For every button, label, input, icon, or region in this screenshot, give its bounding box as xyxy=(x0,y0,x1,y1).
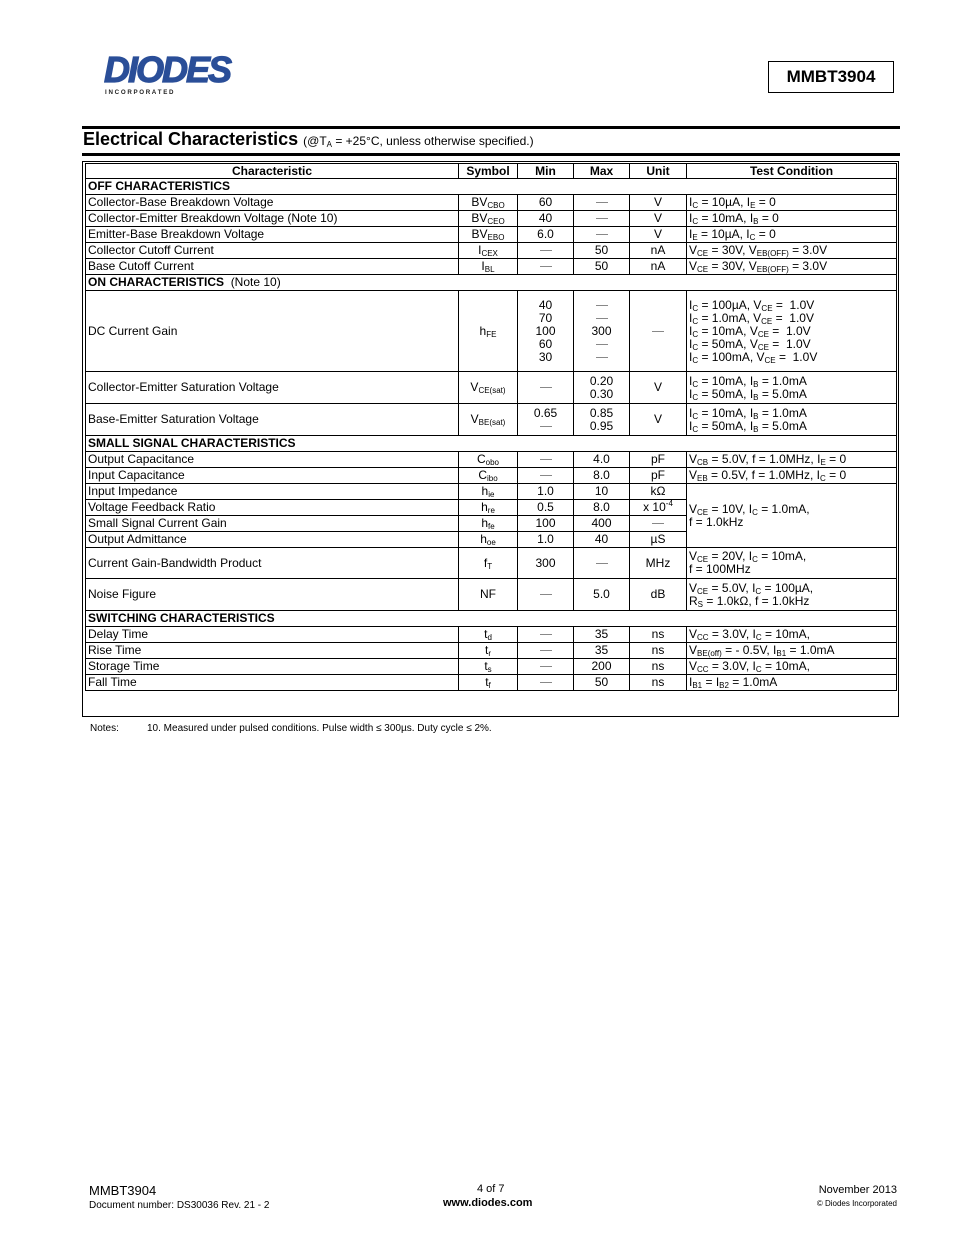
symbol: NF xyxy=(459,579,518,611)
max-value: 0.20 0.30 xyxy=(574,372,630,404)
unit: MHz xyxy=(630,548,687,579)
test-condition: $I_{B1} = I_{B2} = 1.0mA$ xyxy=(687,675,897,691)
part-number-box: MMBT3904 xyxy=(768,61,894,93)
test-condition: $V_{BE(off)}$ = - 0.5V, $I_{B1} = 1.0mA$ xyxy=(687,643,897,659)
unit: V xyxy=(630,211,687,227)
test-condition: $V_{CC} = 3.0V$, $I_C = 10mA$, xyxy=(687,627,897,643)
unit: pF xyxy=(630,452,687,468)
electrical-characteristics-table xyxy=(85,163,897,691)
unit: pF xyxy=(630,468,687,484)
table-row xyxy=(86,579,897,611)
table-header-row xyxy=(86,164,897,179)
max-value: 8.0 xyxy=(574,500,630,516)
max-value xyxy=(574,211,630,227)
min-value: 0.65 xyxy=(518,404,574,436)
characteristic-name: Voltage Feedback Ratio xyxy=(86,500,459,516)
table-row xyxy=(86,548,897,579)
min-value xyxy=(518,643,574,659)
characteristic-name: Input Capacitance xyxy=(86,468,459,484)
footer-page: 4 of 7 xyxy=(477,1183,505,1195)
table-row xyxy=(86,452,897,468)
section-row-switching xyxy=(86,611,897,627)
symbol: $h_{ie}$ xyxy=(459,484,518,500)
col-header-characteristic: Characteristic xyxy=(86,164,459,179)
section-label: ON CHARACTERISTICS xyxy=(88,275,225,289)
min-value: 6.0 xyxy=(518,227,574,243)
test-condition: $V_{CE} = 10V$, $I_C = 1.0mA$, f = 1.0kHz xyxy=(687,484,897,548)
characteristic-name: Rise Time xyxy=(86,643,459,659)
test-condition: $I_C = 10mA$, $I_B = 1.0mA$ $I_C = 50mA$, $I_B = 5.0mA$ xyxy=(687,372,897,404)
min-value xyxy=(518,675,574,691)
characteristic-name: Noise Figure xyxy=(86,579,459,611)
notes-label: Notes: xyxy=(90,723,119,734)
characteristic-name: Emitter-Base Breakdown Voltage xyxy=(86,227,459,243)
characteristic-name: DC Current Gain xyxy=(86,291,459,372)
unit: nA xyxy=(630,243,687,259)
characteristic-name: Delay Time xyxy=(86,627,459,643)
table-row xyxy=(86,195,897,211)
characteristic-name: Collector-Emitter Breakdown Voltage (Note 10) xyxy=(86,211,459,227)
diodes-logo xyxy=(104,52,269,98)
characteristic-name: Output Capacitance xyxy=(86,452,459,468)
test-condition: $I_C = 10mA$, $I_B = 0$ xyxy=(687,211,897,227)
symbol: $h_{oe}$ xyxy=(459,532,518,548)
characteristic-name: Base-Emitter Saturation Voltage xyxy=(86,404,459,436)
min-value xyxy=(518,627,574,643)
table-row xyxy=(86,675,897,691)
symbol: $V_{BE(sat)}$ xyxy=(459,404,518,436)
max-value: 0.85 0.95 xyxy=(574,404,630,436)
max-value: 5.0 xyxy=(574,579,630,611)
section-row-small-signal xyxy=(86,436,897,452)
section-title-text: Electrical Characteristics xyxy=(83,129,299,149)
max-value xyxy=(574,548,630,579)
min-value xyxy=(518,259,574,275)
test-condition: $I_C = 10mA$, $I_B = 1.0mA$ $I_C = 50mA$, $I_B = 5.0mA$ xyxy=(687,404,897,436)
table-row xyxy=(86,659,897,675)
symbol: $h_{re}$ xyxy=(459,500,518,516)
test-condition: $V_{CC} = 3.0V$, $I_C = 10mA$, xyxy=(687,659,897,675)
unit: V xyxy=(630,227,687,243)
unit: ns xyxy=(630,643,687,659)
logo-wordmark: DIODES xyxy=(104,52,231,90)
characteristic-name: Storage Time xyxy=(86,659,459,675)
table-row xyxy=(86,643,897,659)
test-condition: $V_{CE} = 20V$, $I_C = 10mA$, f = 100MHz xyxy=(687,548,897,579)
max-value xyxy=(574,227,630,243)
unit: V xyxy=(630,404,687,436)
unit: kΩ xyxy=(630,484,687,500)
table-row xyxy=(86,627,897,643)
col-header-unit: Unit xyxy=(630,164,687,179)
symbol: $h_{FE}$ xyxy=(459,291,518,372)
characteristic-name: Fall Time xyxy=(86,675,459,691)
unit: V xyxy=(630,372,687,404)
table-row xyxy=(86,211,897,227)
symbol: $C_{ibo}$ xyxy=(459,468,518,484)
symbol: $V_{CE(sat)}$ xyxy=(459,372,518,404)
unit: ns xyxy=(630,627,687,643)
footer-part: MMBT3904 xyxy=(89,1183,157,1198)
test-condition: $I_C = 100\mu A$, $V_{CE} = 1.0V$ $I_C = 1.0mA$, $V_{CE} = 1.0V$ $I_C = 10mA$, $V_{CE} = 1.0V$ $I_C = 50mA$, $V_{CE} = 1.0V$ $I_C = 100mA$, $V_{CE} = 1.0V$ xyxy=(687,291,897,372)
symbol: $h_{fe}$ xyxy=(459,516,518,532)
col-header-max: Max xyxy=(574,164,630,179)
symbol: $BV_{CEO}$ xyxy=(459,211,518,227)
max-value: 4.0 xyxy=(574,452,630,468)
test-condition: $V_{CE} = 5.0V$, $I_C = 100\mu A$, $R_S = 1.0k\Omega$, f = 1.0kHz xyxy=(687,579,897,611)
table-row xyxy=(86,291,897,372)
section-row-on xyxy=(86,275,897,291)
symbol: $I_{CEX}$ xyxy=(459,243,518,259)
max-value: 50 xyxy=(574,259,630,275)
min-value: 40 xyxy=(518,211,574,227)
test-condition: $V_{CB} = 5.0V$, f = 1.0MHz, $I_E = 0$ xyxy=(687,452,897,468)
characteristic-name: Input Impedance xyxy=(86,484,459,500)
section-label: OFF CHARACTERISTICS xyxy=(86,179,897,195)
table-row xyxy=(86,227,897,243)
min-value xyxy=(518,468,574,484)
test-condition: $V_{EB} = 0.5V$, f = 1.0MHz, $I_C = 0$ xyxy=(687,468,897,484)
characteristic-name: Base Cutoff Current xyxy=(86,259,459,275)
min-value xyxy=(518,243,574,259)
max-value: 35 xyxy=(574,627,630,643)
note-10: 10. Measured under pulsed conditions. Pulse width ≤ 300µs. Duty cycle ≤ 2%. xyxy=(147,723,492,734)
table-row xyxy=(86,404,897,436)
min-value: 40 70 100 60 30 xyxy=(518,291,574,372)
unit: ns xyxy=(630,659,687,675)
unit: V xyxy=(630,195,687,211)
unit: nA xyxy=(630,259,687,275)
section-row-off xyxy=(86,179,897,195)
table-row xyxy=(86,484,897,500)
footer-copyright: © Diodes Incorporated xyxy=(816,1199,897,1208)
test-condition: $I_E = 10\mu A$, $I_C = 0$ xyxy=(687,227,897,243)
section-label: SWITCHING CHARACTERISTICS xyxy=(86,611,897,627)
max-value: 50 xyxy=(574,675,630,691)
test-condition: $V_{CE} = 30V$, $V_{EB(OFF)} = 3.0V$ xyxy=(687,259,897,275)
max-value: 400 xyxy=(574,516,630,532)
max-value: 200 xyxy=(574,659,630,675)
characteristic-name: Collector-Base Breakdown Voltage xyxy=(86,195,459,211)
min-value xyxy=(518,659,574,675)
characteristic-name: Small Signal Current Gain xyxy=(86,516,459,532)
symbol: $t_f$ xyxy=(459,675,518,691)
min-value xyxy=(518,452,574,468)
min-value: 60 xyxy=(518,195,574,211)
unit xyxy=(630,291,687,372)
table-row xyxy=(86,372,897,404)
footer-date: November 2013 xyxy=(818,1184,897,1196)
footer-doc-number: Document number: DS30036 Rev. 21 - 2 xyxy=(89,1200,270,1211)
unit xyxy=(630,516,687,532)
section-label: SMALL SIGNAL CHARACTERISTICS xyxy=(86,436,897,452)
max-value: 10 xyxy=(574,484,630,500)
max-value: 50 xyxy=(574,243,630,259)
table-row xyxy=(86,243,897,259)
characteristic-name: Output Admittance xyxy=(86,532,459,548)
max-value: 40 xyxy=(574,532,630,548)
unit: dB xyxy=(630,579,687,611)
unit: x $10^{-4}$ xyxy=(630,500,687,516)
characteristic-name: Collector-Emitter Saturation Voltage xyxy=(86,372,459,404)
min-value: 0.5 xyxy=(518,500,574,516)
max-value xyxy=(574,195,630,211)
min-value: 1.0 xyxy=(518,484,574,500)
symbol: $C_{obo}$ xyxy=(459,452,518,468)
symbol: $BV_{EBO}$ xyxy=(459,227,518,243)
test-condition: $I_C = 10\mu A$, $I_E = 0$ xyxy=(687,195,897,211)
min-value xyxy=(518,372,574,404)
col-header-min: Min xyxy=(518,164,574,179)
header-rule-bottom xyxy=(82,153,900,156)
min-value xyxy=(518,579,574,611)
max-value: 8.0 xyxy=(574,468,630,484)
min-value: 100 xyxy=(518,516,574,532)
max-value: 300 xyxy=(574,291,630,372)
section-condition: ($@T_A = +25^\circ C$, unless otherwise specified.) xyxy=(303,134,534,149)
section-title xyxy=(83,129,534,150)
symbol: $BV_{CBO}$ xyxy=(459,195,518,211)
symbol: $f_T$ xyxy=(459,548,518,579)
table-row xyxy=(86,468,897,484)
test-condition: $V_{CE} = 30V$, $V_{EB(OFF)} = 3.0V$ xyxy=(687,243,897,259)
logo-subtitle: I N C O R P O R A T E D xyxy=(105,89,174,96)
col-header-symbol: Symbol xyxy=(459,164,518,179)
symbol: $t_s$ xyxy=(459,659,518,675)
section-note: (Note 10) xyxy=(230,275,281,289)
symbol: $I_{BL}$ xyxy=(459,259,518,275)
characteristic-name: Collector Cutoff Current xyxy=(86,243,459,259)
characteristic-name: Current Gain-Bandwidth Product xyxy=(86,548,459,579)
min-value: 300 xyxy=(518,548,574,579)
symbol: $t_d$ xyxy=(459,627,518,643)
unit: µS xyxy=(630,532,687,548)
footer-url[interactable]: www.diodes.com xyxy=(443,1197,533,1209)
table-row xyxy=(86,259,897,275)
min-value: 1.0 xyxy=(518,532,574,548)
unit: ns xyxy=(630,675,687,691)
max-value: 35 xyxy=(574,643,630,659)
col-header-test-condition: Test Condition xyxy=(687,164,897,179)
notes xyxy=(90,723,492,734)
symbol: $t_r$ xyxy=(459,643,518,659)
